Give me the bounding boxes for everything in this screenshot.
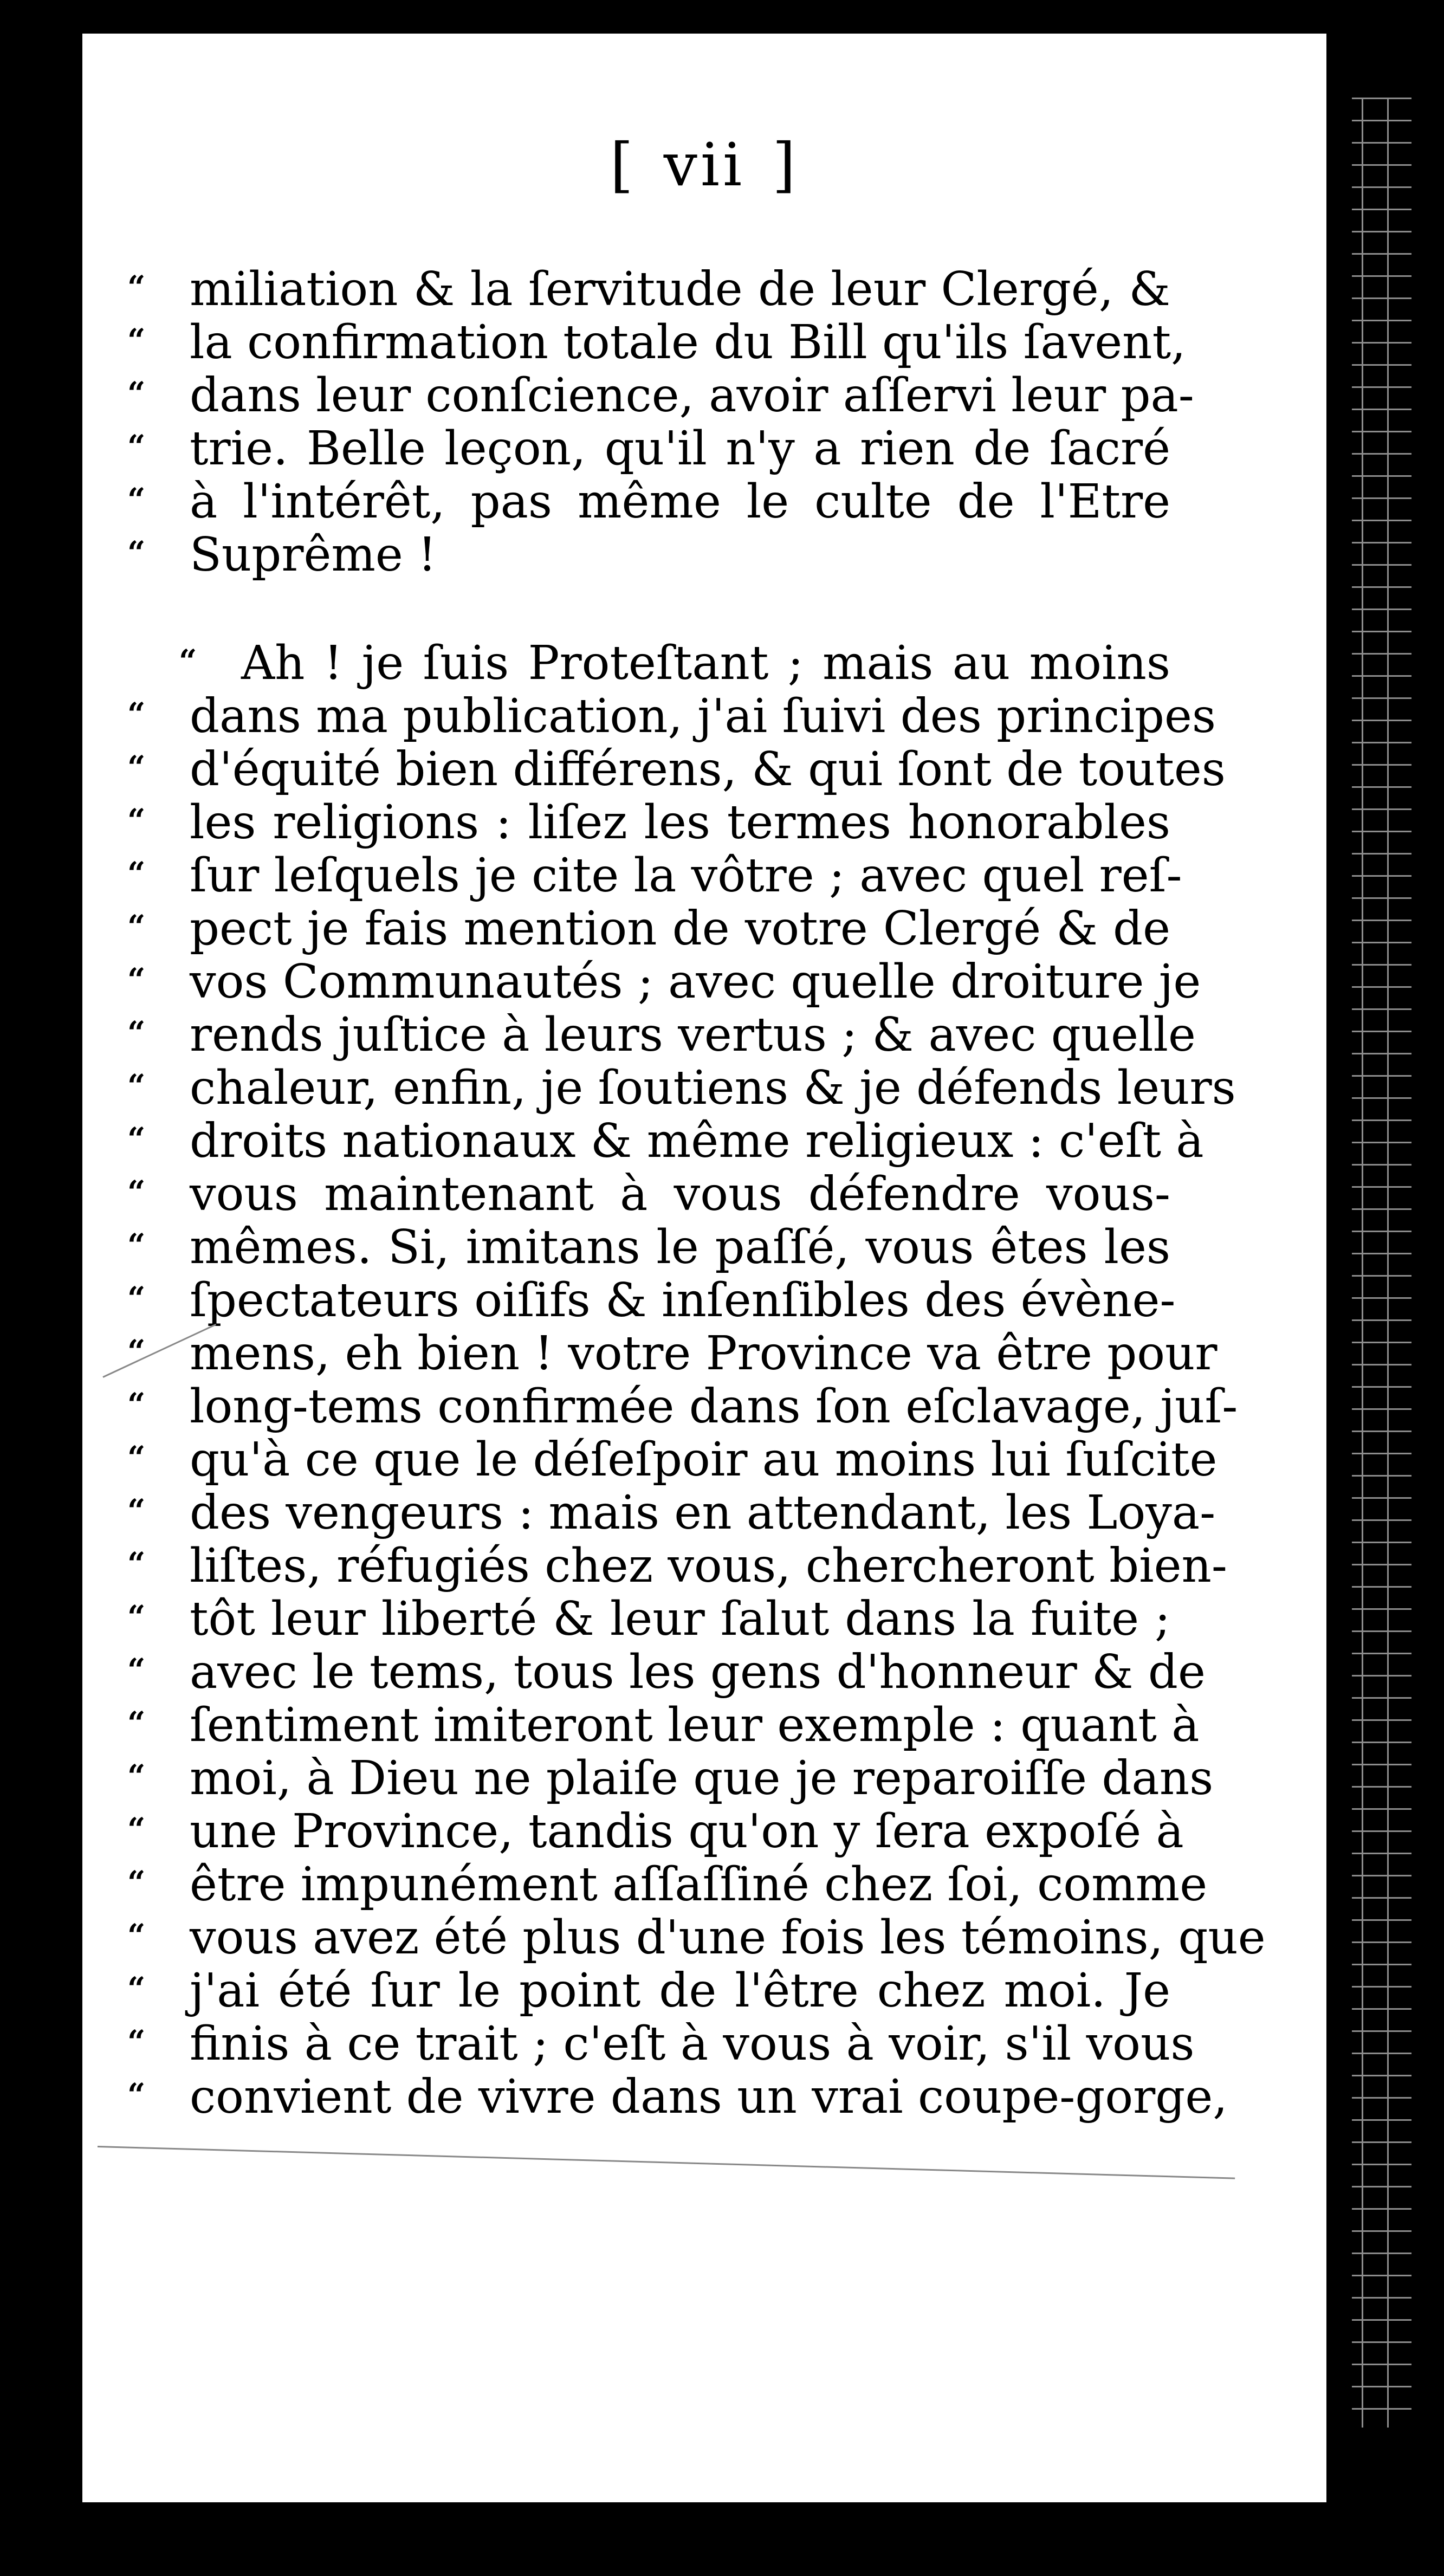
quote-mark: “ xyxy=(127,269,146,306)
quote-mark: “ xyxy=(127,534,146,571)
quote-mark: “ xyxy=(127,481,146,518)
quote-mark: “ xyxy=(127,2076,146,2113)
text-line xyxy=(127,1220,1170,1274)
text-line xyxy=(127,422,1170,476)
text-line xyxy=(179,636,1170,690)
line-text: j'ai été ſur le point de l'être chez moi. Je xyxy=(190,1964,1170,2018)
line-text: la confirmation totale du Bill qu'ils ſavent, xyxy=(190,315,1186,370)
quote-mark: “ xyxy=(127,2023,146,2060)
line-text: trie. Belle leçon, qu'il n'y a rien de ſacré xyxy=(190,422,1170,476)
quote-mark: “ xyxy=(127,375,146,412)
text-line xyxy=(127,1380,1238,1434)
paragraph-2 xyxy=(127,636,1266,2124)
line-text: à l'intérêt, pas même le culte de l'Etre xyxy=(190,475,1170,529)
text-line xyxy=(127,1433,1218,1487)
text-line xyxy=(127,1326,1218,1381)
line-text: une Province, tandis qu'on y ſera expoſé à xyxy=(190,1804,1184,1859)
quote-mark: “ xyxy=(127,1864,146,1901)
quote-mark: “ xyxy=(127,1598,146,1635)
quote-mark: “ xyxy=(127,1174,146,1211)
text-line xyxy=(127,2017,1195,2071)
line-text: qu'à ce que le déſeſpoir au moins lui ſuſcite xyxy=(190,1433,1218,1487)
line-text: ſur leſquels je cite la vôtre ; avec quel reſ- xyxy=(190,849,1182,903)
quote-mark: “ xyxy=(127,696,146,733)
quote-mark: “ xyxy=(127,855,146,892)
quote-mark: “ xyxy=(127,1386,146,1423)
quote-mark: “ xyxy=(127,1333,146,1370)
line-text: Ah ! je ſuis Proteſtant ; mais au moins xyxy=(241,636,1170,690)
header-bracket-close: ] xyxy=(772,130,799,199)
paragraph-1 xyxy=(127,262,1194,582)
quote-mark: “ xyxy=(127,749,146,786)
quote-mark: “ xyxy=(127,428,146,465)
text-line xyxy=(127,1061,1236,1115)
quote-mark: “ xyxy=(127,322,146,359)
line-text: pect je fais mention de votre Clergé & de xyxy=(190,902,1170,956)
line-text: d'équité bien différens, & qui ſont de toutes xyxy=(190,742,1226,797)
line-text: finis à ce trait ; c'eſt à vous à voir, s'il vous xyxy=(190,2017,1195,2071)
text-line xyxy=(127,1273,1176,1328)
line-text: être impunément aſſaſſiné chez ſoi, comme xyxy=(190,1857,1208,1912)
text-line xyxy=(127,689,1216,743)
line-text: mens, eh bien ! votre Province va être pour xyxy=(190,1326,1218,1381)
line-text: dans leur conſcience, avoir aſſervi leur pa- xyxy=(190,368,1194,423)
line-text: rends juſtice à leurs vertus ; & avec quelle xyxy=(190,1008,1196,1062)
page-left-edge-shadow xyxy=(38,0,70,2576)
quote-mark: “ xyxy=(127,802,146,839)
quote-mark: “ xyxy=(127,908,146,945)
quote-mark: “ xyxy=(127,1652,146,1688)
line-text: vous avez été plus d'une fois les témoins, que xyxy=(190,1911,1266,1965)
line-text: ſpectateurs oiſifs & inſenſibles des évène- xyxy=(190,1273,1176,1328)
text-line xyxy=(127,315,1186,370)
text-line xyxy=(127,1486,1216,1540)
line-text: convient de vivre dans un vrai coupe-gorge, xyxy=(190,2070,1228,2124)
line-text: tôt leur liberté & leur ſalut dans la fuite ; xyxy=(190,1592,1170,1646)
page-edge-speckle xyxy=(1352,98,1411,2428)
quote-mark: “ xyxy=(127,1280,146,1317)
text-line xyxy=(127,1698,1200,1752)
quote-mark: “ xyxy=(127,1917,146,1954)
line-text: dans ma publication, j'ai ſuivi des principes xyxy=(190,689,1216,743)
text-line xyxy=(127,475,1170,529)
text-line xyxy=(127,1857,1208,1912)
text-line xyxy=(127,262,1170,316)
line-text: miliation & la ſervitude de leur Clergé, & xyxy=(190,262,1170,316)
quote-mark: “ xyxy=(127,961,146,998)
line-text: mêmes. Si, imitans le paſſé, vous êtes les xyxy=(190,1220,1170,1274)
text-line xyxy=(127,1114,1204,1168)
page-header xyxy=(542,130,867,199)
text-line xyxy=(127,528,1170,582)
line-text: moi, à Dieu ne plaiſe que je reparoiſſe dans xyxy=(190,1751,1214,1805)
text-line xyxy=(127,902,1170,956)
text-line xyxy=(127,1645,1206,1699)
text-line xyxy=(127,1964,1170,2018)
quote-mark: “ xyxy=(127,1970,146,2007)
text-line xyxy=(127,1008,1196,1062)
quote-mark: “ xyxy=(127,1439,146,1476)
header-bracket-open: [ xyxy=(610,130,637,199)
quote-mark: “ xyxy=(127,1067,146,1104)
text-line xyxy=(127,1804,1184,1859)
line-text: des vengeurs : mais en attendant, les Loya- xyxy=(190,1486,1216,1540)
text-line xyxy=(127,955,1201,1009)
line-text: vos Communautés ; avec quelle droiture je xyxy=(190,955,1201,1009)
text-line xyxy=(127,795,1170,850)
text-line xyxy=(127,1167,1170,1221)
quote-mark: “ xyxy=(127,1758,146,1795)
line-text: ſentiment imiteront leur exemple : quant à xyxy=(190,1698,1200,1752)
quote-mark: “ xyxy=(127,1121,146,1157)
text-line xyxy=(127,1911,1266,1965)
text-line xyxy=(127,368,1194,423)
quote-mark: “ xyxy=(127,1705,146,1742)
quote-mark: “ xyxy=(179,643,197,679)
page-number: vii xyxy=(663,130,746,199)
line-text: chaleur, enfin, je ſoutiens & je défends leurs xyxy=(190,1061,1236,1115)
quote-mark: “ xyxy=(127,1014,146,1051)
quote-mark: “ xyxy=(127,1545,146,1582)
text-line xyxy=(127,2070,1228,2124)
line-text: Suprême ! xyxy=(190,528,437,582)
page-right-edge-shadow xyxy=(1328,0,1444,2576)
line-text: liſtes, réfugiés chez vous, chercheront bien- xyxy=(190,1539,1227,1593)
quote-mark: “ xyxy=(127,1492,146,1529)
text-line xyxy=(127,849,1182,903)
text-line xyxy=(127,1592,1170,1646)
text-line xyxy=(127,1751,1214,1805)
line-text: long-tems confirmée dans ſon eſclavage, juſ- xyxy=(190,1380,1238,1434)
quote-mark: “ xyxy=(127,1811,146,1848)
text-line xyxy=(127,1539,1227,1593)
line-text: droits nationaux & même religieux : c'eſt à xyxy=(190,1114,1204,1168)
line-text: vous maintenant à vous défendre vous- xyxy=(190,1167,1170,1221)
line-text: les religions : liſez les termes honorables xyxy=(190,795,1170,850)
quote-mark: “ xyxy=(127,1227,146,1264)
line-text: avec le tems, tous les gens d'honneur & de xyxy=(190,1645,1206,1699)
text-line xyxy=(127,742,1226,797)
